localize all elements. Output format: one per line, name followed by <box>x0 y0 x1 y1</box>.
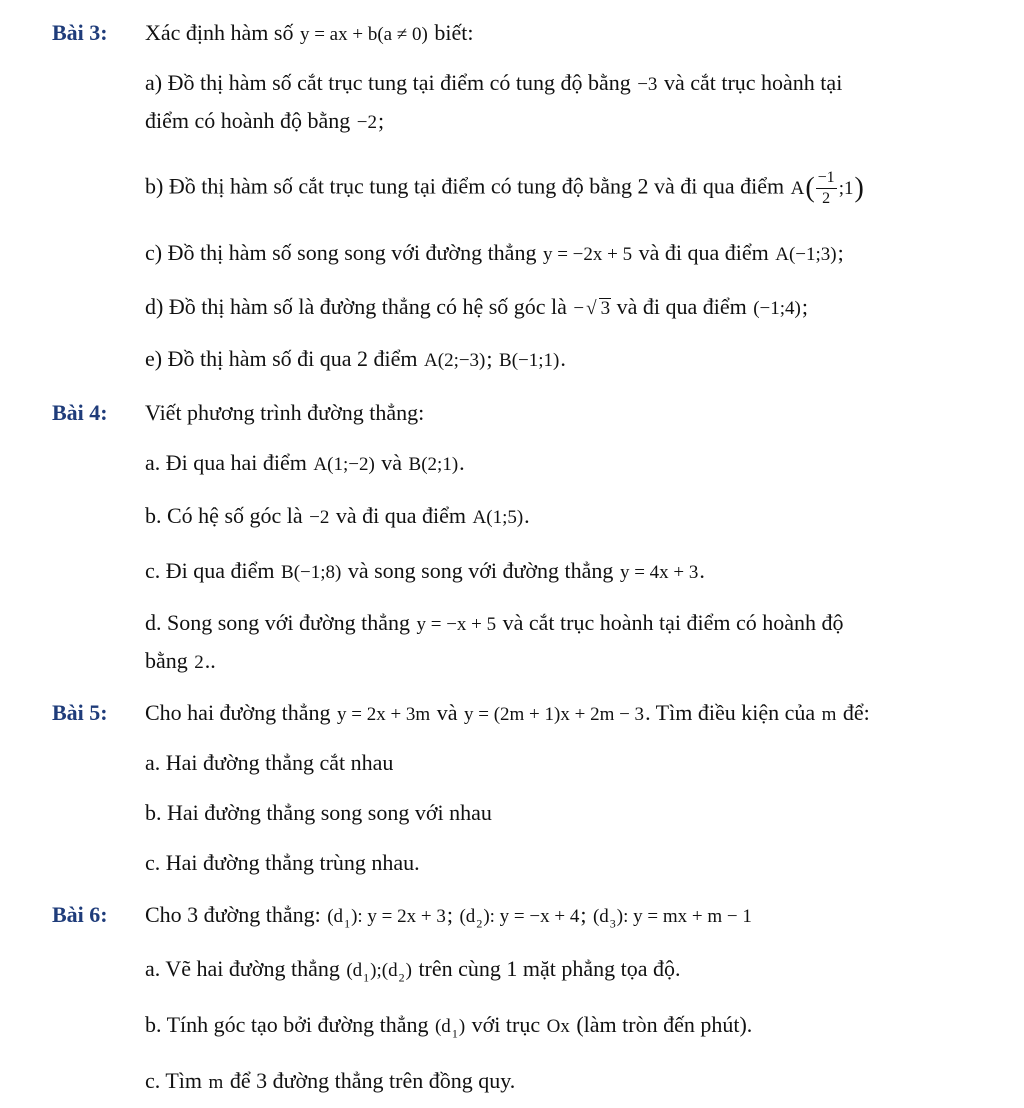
math-expression: y = ax + b(a ≠ 0) <box>299 24 428 45</box>
problem-4-item-a: a. Đi qua hai điểm A(1;−2) và B(2;1). <box>145 450 465 475</box>
problem-5-item-b: b. Hai đường thẳng song song với nhau <box>145 800 492 825</box>
problem-4-item-d-line2: bằng 2.. <box>145 648 216 673</box>
problem-6-item-b: b. Tính góc tạo bởi đường thẳng $(d_1)$ với trục Ox (làm tròn đến phút). <box>145 1012 753 1041</box>
problem-4-intro: Viết phương trình đường thẳng: <box>145 400 425 425</box>
fraction: $\frac{-1}{2}$ <box>817 169 835 207</box>
problem-6-item-c: c. Tìm m để 3 đường thẳng trên đồng quy. <box>145 1068 516 1093</box>
problem-5-intro: Cho hai đường thẳng y = 2x + 3m và y = (2m + 1)x + 2m − 3. Tìm điều kiện của m để: <box>145 700 870 725</box>
problem-3-title: Bài 3: <box>52 20 108 45</box>
problem-6-title: Bài 6: <box>52 902 108 927</box>
problem-6-intro: Cho 3 đường thẳng: $(d_1)$: y = 2x + 3; $(d_2)$: y = −x + 4; $(d_3)$: y = mx + m − 1 <box>145 902 752 931</box>
problem-4-title: Bài 4: <box>52 400 108 425</box>
problem-3-intro: Xác định hàm số y = ax + b(a ≠ 0) biết: <box>145 20 474 45</box>
problem-6-item-a: a. Vẽ hai đường thẳng $(d_1);(d_2)$ trên cùng 1 mặt phẳng tọa độ. <box>145 956 681 985</box>
problem-3-item-e: e) Đồ thị hàm số đi qua 2 điểm A(2;−3); B(−1;1). <box>145 346 566 371</box>
problem-4-item-c: c. Đi qua điểm B(−1;8) và song song với đường thẳng y = 4x + 3. <box>145 558 705 583</box>
problem-3-item-a-line1: a) Đồ thị hàm số cắt trục tung tại điểm có tung độ bằng −3 và cắt trục hoành tại <box>145 70 843 95</box>
problem-5-item-a: a. Hai đường thẳng cắt nhau <box>145 750 394 775</box>
problem-5-title: Bài 5: <box>52 700 108 725</box>
problem-4-item-b: b. Có hệ số góc là −2 và đi qua điểm A(1;5). <box>145 503 530 528</box>
problem-4-item-d-line1: d. Song song với đường thẳng y = −x + 5 và cắt trục hoành tại điểm có hoành độ <box>145 610 844 635</box>
problem-5-item-c: c. Hai đường thẳng trùng nhau. <box>145 850 420 875</box>
problem-3-item-a-line2: điểm có hoành độ bằng −2; <box>145 108 385 133</box>
problem-3-item-c: c) Đồ thị hàm số song song với đường thẳng y = −2x + 5 và đi qua điểm A(−1;3); <box>145 240 844 265</box>
sqrt-expression: 3 <box>600 298 611 319</box>
problem-3-item-d: d) Đồ thị hàm số là đường thẳng có hệ số góc là − √ 3 và đi qua điểm (−1;4); <box>145 294 808 319</box>
problem-3-item-b: b) Đồ thị hàm số cắt trục tung tại điểm có tung độ bằng 2 và đi qua điểm A( $\frac{-1}{2}$ ;1) <box>145 169 864 207</box>
